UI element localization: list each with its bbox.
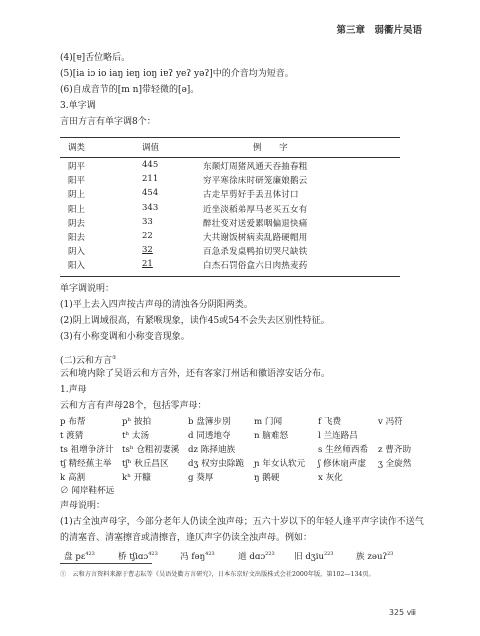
table-cell: 22 — [142, 230, 153, 241]
section-title-text: (二)云和方言 — [60, 356, 113, 366]
initials-row — [60, 457, 430, 471]
example: 桥 tʃiɑɔ$^{423}$ — [118, 551, 158, 562]
table-cell: 阴入 — [68, 247, 86, 258]
initial-cell: d 同透地夺 — [188, 430, 231, 441]
example: 冯 fəŋ$^{423}$ — [180, 551, 215, 562]
initial-cell: ʃ 修休扇声虚 — [318, 458, 367, 469]
table-cell: 东颠灯周猪风通天吞抽春粗 — [203, 162, 308, 172]
example: 道 dɑɔ$^{223}$ — [238, 551, 275, 562]
initial-cell: b 盘簿步別 — [188, 417, 231, 427]
page-number: 325 ⅷ — [388, 608, 416, 617]
initials-grid — [60, 415, 430, 498]
table-header: 例 字 — [253, 143, 288, 153]
table-top-rule — [60, 137, 400, 138]
table-row — [60, 188, 400, 202]
table-cell: 343 — [142, 202, 159, 213]
tone-table-body — [60, 160, 400, 274]
initial-cell: l 兰连路吕 — [318, 430, 358, 441]
initial-cell: dʒ 权穷虫除跪 — [188, 458, 245, 469]
text-line: 言田方言有单字调8个： — [60, 117, 156, 127]
section-title — [60, 352, 117, 367]
text-line: (5)[ia iɔ io iaŋ ieŋ ioŋ iɐʔ yeʔ yəʔ]中的介音均为短音。 — [60, 69, 294, 79]
initial-cell: tʰ 太汤 — [122, 430, 150, 441]
initial-cell: n 脑难怒 — [254, 430, 289, 441]
initial-cell: v 冯符 — [378, 417, 403, 427]
initial-cell: ʒ 全旋然 — [378, 458, 412, 469]
table-cell: 阳上 — [68, 204, 86, 215]
example: 族 zəuʔ$^{23}$ — [356, 551, 394, 562]
initials-row — [60, 443, 430, 457]
initial-cell: p 布帮 — [60, 417, 86, 427]
text-line: (6)自成音节的[m n]带轻微的[ə]。 — [60, 85, 200, 95]
initial-cell: ∅ 闻岸鞋杯远 — [60, 486, 115, 497]
text-line: (4)[ɐ]舌位略后。 — [60, 53, 131, 63]
table-cell: 大共谢饭树病卖乱路硬帽用 — [203, 232, 308, 243]
table-row — [60, 174, 400, 188]
initial-cell: tʃʰ 秋丘昌区 — [122, 458, 169, 469]
initial-cell: ts 祖增争济计 — [60, 444, 114, 455]
text-line: 云和方言有声母28个，包括零声母： — [60, 401, 207, 411]
footnote-rule — [60, 563, 152, 564]
table-cell: 阴平 — [68, 162, 86, 172]
table-bottom-rule — [60, 276, 400, 277]
initial-cell: f 飞费 — [318, 417, 342, 427]
text-line: (1)古全浊声母字，今部分老年人仍读全浊声母；五六十岁以下的年轻人逢平声字读作不送气 — [60, 517, 424, 527]
text-line: 单字调说明： — [60, 284, 115, 294]
initial-cell: ɲ 年女认软元 — [254, 458, 306, 469]
running-header: 第三章 弱衢片吴语 — [336, 25, 422, 36]
table-cell: 445 — [142, 160, 159, 170]
table-header: 调类 — [68, 143, 86, 153]
table-cell: 32 — [142, 245, 153, 256]
text-line: 声母说明： — [60, 501, 106, 511]
initial-cell: ŋ 鹅硬 — [254, 472, 280, 483]
text-line: (1)平上去入四声按古声母的清浊各分阴阳两类。 — [60, 300, 253, 310]
text-line: (3)有小称变调和小称变音现象。 — [60, 332, 190, 342]
table-cell: 阴去 — [68, 218, 86, 229]
text-line: (2)阴上调域很高，有紧喉现象，读作45或54不会失去区别性特征。 — [60, 316, 330, 326]
table-cell: 醉壮变对送爱累咽偏退快痛 — [203, 218, 308, 229]
initial-cell: tsʰ 仓粗初妻溪 — [122, 444, 180, 455]
table-cell: 33 — [142, 216, 153, 227]
initial-cell: kʰ 开糠 — [122, 472, 151, 483]
table-row — [60, 259, 400, 273]
initials-row — [60, 415, 430, 429]
example: 旧 dʒiu$^{223}$ — [294, 551, 334, 562]
table-cell: 穷平寒徐床时研笼廉娘鹅云 — [203, 176, 308, 187]
table-row — [60, 217, 400, 231]
table-cell: 近坐淡稻弟厚马老买五女有 — [203, 204, 308, 215]
initial-cell: pʰ 披拍 — [122, 417, 152, 427]
table-header-row — [60, 141, 400, 155]
text-line: 的清塞音、清塞擦音或清擦音，逢仄声字仍读全浊声母。例如： — [60, 533, 313, 543]
initial-cell: m 门闻 — [254, 417, 283, 427]
initial-cell: g 葵厚 — [188, 472, 214, 483]
table-cell: 古走早剪好手丢丑体讨口 — [203, 190, 299, 201]
footnote: ① 云和方言资料来源于曹志耘等《吴语处衢方言研究》，日本东京好文出版株式会社2000年版，第102—134页。 — [60, 571, 375, 578]
initials-row — [60, 484, 430, 498]
table-cell: 白杰石罚俗盒六日肉热麦药 — [203, 261, 308, 272]
initial-cell: t 渡猜 — [60, 430, 84, 441]
table-cell: 21 — [142, 259, 153, 270]
table-row — [60, 245, 400, 259]
initial-cell: dz 陈择迪族 — [188, 444, 236, 455]
table-cell: 阳平 — [68, 176, 86, 187]
initial-cell: k 高割 — [60, 472, 86, 483]
initials-row — [60, 471, 430, 485]
table-header: 调值 — [142, 143, 160, 153]
table-cell: 211 — [142, 174, 159, 185]
table-row — [60, 160, 400, 174]
table-cell: 阳入 — [68, 261, 86, 272]
table-cell: 454 — [142, 188, 159, 199]
section-heading: 3.单字调 — [60, 101, 96, 111]
text-line: 云和境内除了吴语云和方言外，还有客家汀州话和徽语淳安话分布。 — [60, 369, 331, 379]
tone-table — [60, 141, 400, 155]
initial-cell: z 曹齐助 — [378, 444, 412, 455]
section-heading: 1.声母 — [60, 385, 87, 395]
footnote-mark: ① — [112, 355, 117, 361]
initial-cell: x 灰化 — [318, 472, 343, 483]
table-cell: 百急杀发桌鸭拍切哭尺缺铁 — [203, 247, 308, 258]
initials-row — [60, 429, 430, 443]
example: 盘 pɛ$^{423}$ — [64, 551, 95, 562]
table-row — [60, 203, 400, 217]
table-cell: 阴上 — [68, 190, 86, 201]
initial-cell: tʃ 精经蕉主举 — [60, 458, 112, 469]
initial-cell: s 生丝师西希 — [318, 444, 369, 455]
table-mid-rule — [60, 157, 400, 158]
table-row — [60, 231, 400, 245]
table-cell: 阳去 — [68, 232, 86, 243]
